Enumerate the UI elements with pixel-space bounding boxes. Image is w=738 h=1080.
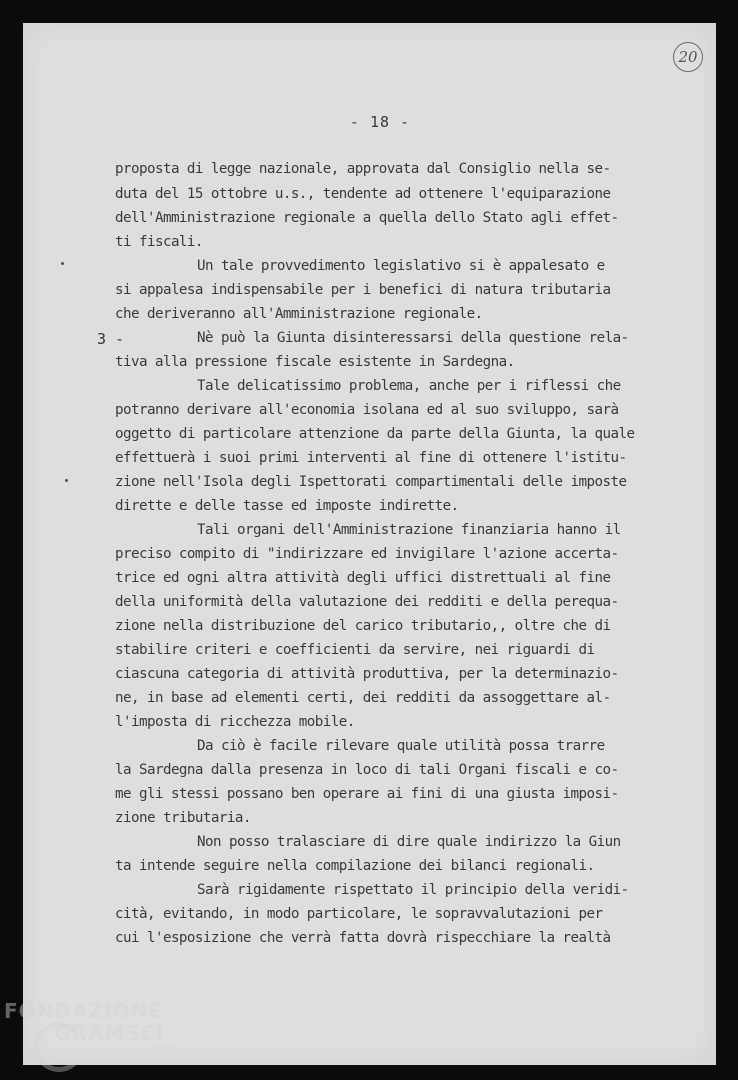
text-line: tiva alla pressione fiscale esistente in Sardegna. bbox=[115, 354, 515, 370]
text-line: Non posso tralasciare di dire quale indirizzo la Giun bbox=[197, 834, 621, 850]
text-line: ciascuna categoria di attività produttiva, per la determinazio- bbox=[115, 666, 619, 682]
margin-mark: 3 - bbox=[97, 330, 125, 348]
text-line: Un tale provvedimento legislativo si è appalesato e bbox=[197, 258, 605, 274]
text-line: ti fiscali. bbox=[115, 234, 203, 250]
text-line: che deriveranno all'Amministrazione regionale. bbox=[115, 306, 483, 322]
text-line: ta intende seguire nella compilazione dei bilanci regionali. bbox=[115, 858, 595, 874]
text-line: potranno derivare all'economia isolana ed al suo sviluppo, sarà bbox=[115, 402, 619, 418]
text-line: si appalesa indispensabile per i benefici di natura tributaria bbox=[115, 282, 611, 298]
page-number: - 18 - bbox=[349, 113, 411, 131]
text-line: Sarà rigidamente rispettato il principio della veridi- bbox=[197, 882, 629, 898]
text-line: preciso compito di "indirizzare ed invigilare l'azione accerta- bbox=[115, 546, 619, 562]
text-line: della uniformità della valutazione dei redditi e della perequa- bbox=[115, 594, 619, 610]
text-line: Da ciò è facile rilevare quale utilità possa trarre bbox=[197, 738, 605, 754]
text-line: duta del 15 ottobre u.s., tendente ad ottenere l'equiparazione bbox=[115, 186, 611, 202]
text-line: cità, evitando, in modo particolare, le sopravvalutazioni per bbox=[115, 906, 603, 922]
text-line: zione tributaria. bbox=[115, 810, 251, 826]
text-line: proposta di legge nazionale, approvata dal Consiglio nella se- bbox=[115, 161, 611, 177]
text-line: cui l'esposizione che verrà fatta dovrà rispecchiare la realtà bbox=[115, 930, 611, 946]
paper-speck bbox=[65, 479, 68, 482]
watermark-small: onlus bbox=[149, 1042, 174, 1052]
text-line: la Sardegna dalla presenza in loco di tali Organi fiscali e co- bbox=[115, 762, 619, 778]
watermark-line2: GRAMSCI bbox=[54, 1021, 165, 1045]
watermark-line1: FONDAZIONE bbox=[4, 999, 163, 1023]
text-line: effettuerà i suoi primi interventi al fine di ottenere l'istitu- bbox=[115, 450, 627, 466]
text-line: ne, in base ad elementi certi, dei redditi da assoggettare al- bbox=[115, 690, 611, 706]
paper-speck bbox=[61, 262, 64, 265]
text-line: me gli stessi possano ben operare ai fini di una giusta imposi- bbox=[115, 786, 619, 802]
text-line: Tale delicatissimo problema, anche per i riflessi che bbox=[197, 378, 621, 394]
watermark-ring-icon bbox=[34, 1022, 84, 1072]
text-line: zione nell'Isola degli Ispettorati compartimentali delle imposte bbox=[115, 474, 627, 490]
text-line: stabilire criteri e coefficienti da servire, nei riguardi di bbox=[115, 642, 595, 658]
text-line: zione nella distribuzione del carico tributario,, oltre che di bbox=[115, 618, 611, 634]
text-line: dirette e delle tasse ed imposte indirette. bbox=[115, 498, 459, 514]
watermark-logo bbox=[4, 999, 174, 1052]
text-line: oggetto di particolare attenzione da parte della Giunta, la quale bbox=[115, 426, 635, 442]
text-line: trice ed ogni altra attività degli uffici distrettuali al fine bbox=[115, 570, 611, 586]
text-line: dell'Amministrazione regionale a quella dello Stato agli effet- bbox=[115, 210, 619, 226]
text-line: Tali organi dell'Amministrazione finanziaria hanno il bbox=[197, 522, 621, 538]
archive-page-number: 20 bbox=[673, 42, 703, 72]
text-line: Nè può la Giunta disinteressarsi della questione rela- bbox=[197, 330, 629, 346]
text-line: l'imposta di ricchezza mobile. bbox=[115, 714, 355, 730]
